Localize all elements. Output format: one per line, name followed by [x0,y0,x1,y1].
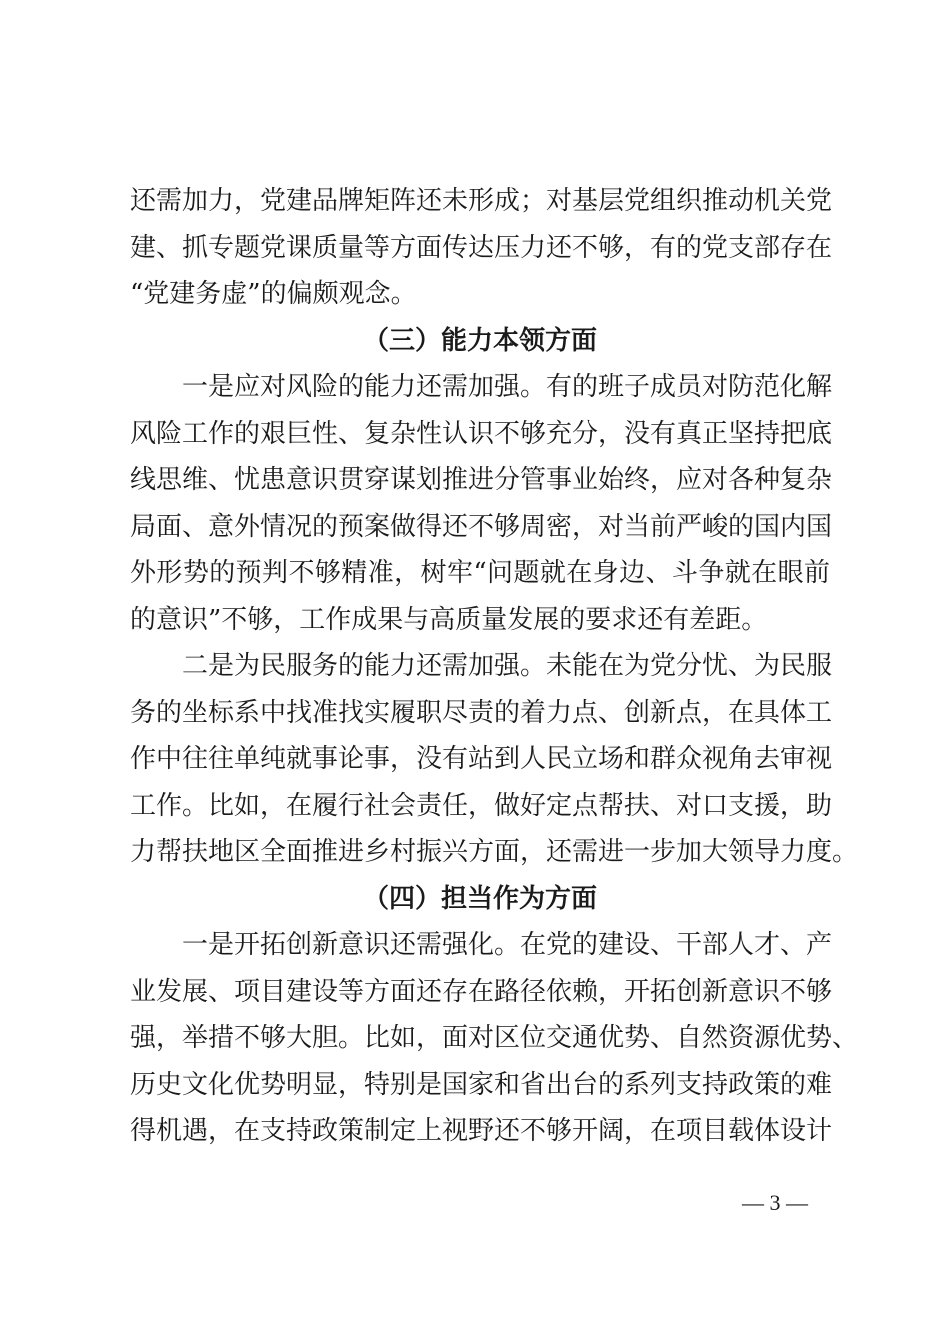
text-line: 一是开拓创新意识还需强化。在党的建设、干部人才、产 [182,930,833,960]
paragraph-innovation [130,922,859,1155]
text-line: 历史文化优势明显，特别是国家和省出台的系列支持政策的难 [130,1069,833,1100]
section-heading-3: （三）能力本领方面 [362,325,597,356]
text-line: 力帮扶地区全面推进乡村振兴方面，还需进一步加大领导力度。 [130,837,859,867]
text-line: “党建务虚”的偏颇观念。 [130,279,417,309]
text-line: 局面、意外情况的预案做得还不够周密，对当前严峻的国内国 [130,511,833,542]
text-line: 业发展、项目建设等方面还存在路径依赖，开拓创新意识不够 [130,976,833,1007]
text-line: 外形势的预判不够精准，树牢“问题就在身边、斗争就在眼前 [130,558,830,588]
text-line: 一是应对风险的能力还需加强。有的班子成员对防范化解 [182,372,833,402]
text-line: 风险工作的艰巨性、复杂性认识不够充分，没有真正坚持把底 [130,418,833,449]
text-line: 强，举措不够大胆。比如，面对区位交通优势、自然资源优势、 [130,1023,859,1053]
text-line: 得机遇，在支持政策制定上视野还不够开阔，在项目载体设计 [130,1116,833,1146]
text-line: 务的坐标系中找准找实履职尽责的着力点、创新点，在具体工 [130,697,833,728]
text-line: 还需加力，党建品牌矩阵还未形成；对基层党组织推动机关党 [130,186,833,216]
document-body [130,178,859,1155]
text-line: 作中往往单纯就事论事，没有站到人民立场和群众视角去审视 [130,744,833,774]
section-heading-4: （四）担当作为方面 [362,883,597,914]
paragraph-risk-capability [130,364,833,643]
text-line: 建、抓专题党课质量等方面传达压力还不够，有的党支部存在 [130,232,833,263]
text-line: 工作。比如，在履行社会责任，做好定点帮扶、对口支援，助 [130,790,833,821]
paragraph-service-capability [130,643,859,876]
paragraph-continued [130,178,833,318]
text-line: 线思维、忧患意识贯穿谋划推进分管事业始终，应对各种复杂 [130,465,833,495]
page-number: — 3 — [742,1190,808,1215]
text-line: 的意识”不够，工作成果与高质量发展的要求还有差距。 [130,604,768,635]
text-line: 二是为民服务的能力还需加强。未能在为党分忧、为民服 [182,651,833,681]
